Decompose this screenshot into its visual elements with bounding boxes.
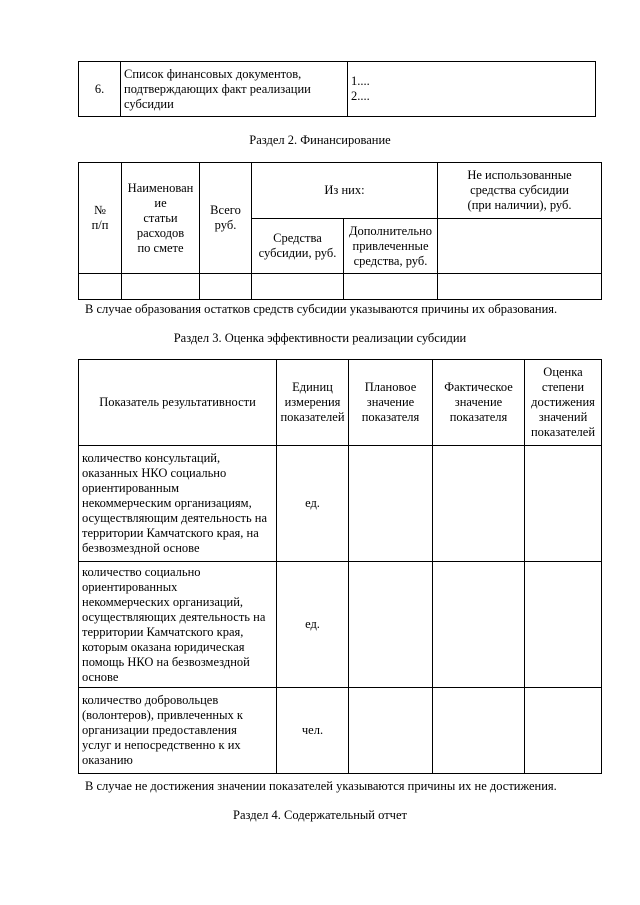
text-line: Список финансовых документов, xyxy=(124,66,302,81)
header-subsidy-funds xyxy=(252,219,344,274)
indicator-organizations xyxy=(79,562,277,688)
row-number: 6. xyxy=(79,62,121,117)
empty-cell xyxy=(200,274,252,300)
text-line: субсидии, руб. xyxy=(258,246,337,260)
text-line: достижения xyxy=(531,395,595,409)
text-line: Единиц xyxy=(292,380,333,394)
header-assessment xyxy=(525,360,602,446)
header-actual xyxy=(433,360,525,446)
header-additional-funds xyxy=(344,219,438,274)
text-line: средства субсидии xyxy=(470,183,569,197)
text-line: значений xyxy=(538,410,588,424)
text-line: ориентированным xyxy=(82,481,180,495)
text-line: показателей xyxy=(530,425,596,439)
empty-cell xyxy=(525,446,602,562)
text-line: расходов xyxy=(136,225,185,240)
text-line: Дополнительно xyxy=(348,223,433,238)
empty-cell xyxy=(122,274,200,300)
table-row xyxy=(79,446,602,562)
text-line: степени xyxy=(541,380,585,394)
empty-cell xyxy=(349,446,433,562)
text-line: 2.... xyxy=(351,89,370,103)
text-line: значение xyxy=(366,395,415,409)
text-line: п/п xyxy=(91,218,109,232)
header-unused xyxy=(438,163,602,219)
text-line: организации предоставления xyxy=(82,723,237,737)
empty-cell xyxy=(433,688,525,774)
text-line: Средства xyxy=(273,231,322,245)
empty-cell xyxy=(344,274,438,300)
header-planned xyxy=(349,360,433,446)
text-line: количество добровольцев xyxy=(82,693,219,707)
text-line: территории Камчатского края, на xyxy=(82,526,259,540)
text-line: (волонтеров), привлеченных к xyxy=(82,708,243,722)
text-line: количество консультаций, xyxy=(82,451,221,465)
empty-cell xyxy=(349,688,433,774)
indicator-volunteers xyxy=(79,688,277,774)
text-line: подтверждающих факт реализации xyxy=(124,81,311,96)
table-row xyxy=(79,274,602,300)
row-name xyxy=(121,62,348,117)
empty-cell xyxy=(79,274,122,300)
text-line: привлеченные xyxy=(352,238,429,253)
unit-cell: ед. xyxy=(277,446,349,562)
table-row xyxy=(79,562,602,688)
header-total xyxy=(200,163,252,274)
text-line: измерения xyxy=(284,395,341,409)
text-line: показателя xyxy=(449,410,508,424)
text-line: показателей xyxy=(280,410,345,424)
unit-cell: чел. xyxy=(277,688,349,774)
text-line: безвозмездной основе xyxy=(82,541,200,555)
text-line: руб. xyxy=(214,218,237,232)
text-line: осуществляющих деятельность на xyxy=(82,609,266,624)
text-line: количество социально xyxy=(82,564,201,579)
text-line: услуг и непосредственно к их xyxy=(82,738,241,752)
header-unit xyxy=(277,360,349,446)
empty-cell xyxy=(433,446,525,562)
text-line: которым оказана юридическая xyxy=(82,639,245,654)
section-4-title: Раздел 4. Содержательный отчет xyxy=(233,808,407,822)
row-values xyxy=(348,62,596,117)
text-line: Фактическое xyxy=(444,380,513,394)
table-row xyxy=(79,688,602,774)
text-line: осуществляющим деятельность на xyxy=(82,511,268,525)
empty-cell xyxy=(252,274,344,300)
header-of-them: Из них: xyxy=(252,163,438,219)
section-3-note: В случае не достижения значении показателей указываются причины их не достижения. xyxy=(85,779,557,793)
text-line: ориентированных xyxy=(82,579,178,594)
text-line: оказанию xyxy=(82,753,133,767)
text-line: статьи xyxy=(143,210,178,225)
section-3-title: Раздел 3. Оценка эффективности реализации субсидии xyxy=(173,331,467,345)
text-line: 1.... xyxy=(351,74,370,88)
text-line: некоммерческим организациям, xyxy=(82,496,252,510)
text-line: по смете xyxy=(137,240,184,255)
section-2-title: Раздел 2. Финансирование xyxy=(249,133,391,147)
empty-cell xyxy=(438,219,602,274)
text-line: Оценка xyxy=(543,365,583,379)
text-line: территории Камчатского края, xyxy=(82,624,244,639)
text-line: Наименован xyxy=(127,180,194,195)
table-row xyxy=(79,62,596,117)
table-documents xyxy=(78,61,596,117)
section-2-note: В случае образования остатков средств субсидии указываются причины их образования. xyxy=(85,302,558,316)
text-line: помощь НКО на безвозмездной xyxy=(82,654,250,669)
text-line: оказанных НКО социально xyxy=(82,466,227,480)
empty-cell xyxy=(525,688,602,774)
text-line: основе xyxy=(82,669,119,684)
text-line: средства, руб. xyxy=(353,253,428,268)
unit-cell: ед. xyxy=(277,562,349,688)
text-line: Всего xyxy=(210,203,241,217)
text-line: показателя xyxy=(361,410,420,424)
text-line: ие xyxy=(154,195,167,210)
text-line: субсидии xyxy=(124,96,174,111)
text-line: (при наличии), руб. xyxy=(467,198,572,212)
text-line: Плановое xyxy=(364,380,417,394)
text-line: некоммерческих организаций, xyxy=(82,594,244,609)
empty-cell xyxy=(433,562,525,688)
text-line: значение xyxy=(454,395,503,409)
empty-cell xyxy=(525,562,602,688)
header-item-name xyxy=(122,163,200,274)
text-line: Не использованные xyxy=(467,168,572,182)
header-indicator: Показатель результативности xyxy=(79,360,277,446)
indicator-consultations xyxy=(79,446,277,562)
header-num xyxy=(79,163,122,274)
empty-cell xyxy=(438,274,602,300)
empty-cell xyxy=(349,562,433,688)
text-line: № xyxy=(94,203,106,217)
table-efficiency xyxy=(78,359,602,774)
table-financing xyxy=(78,162,602,300)
